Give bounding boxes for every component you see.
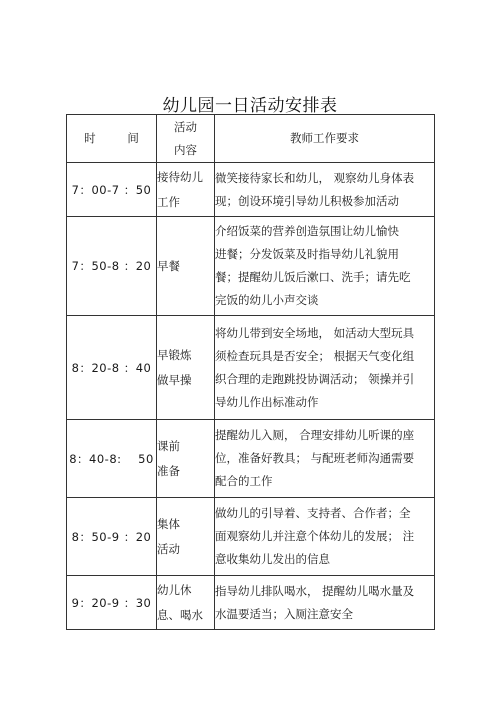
requirement-line: 指导幼儿排队喝水， 提醒幼儿喝水量及	[215, 583, 415, 598]
row-requirements	[215, 163, 435, 217]
requirement-line: 水温要适当；入厕注意安全	[215, 606, 353, 621]
table-row	[67, 316, 435, 420]
requirement-line: 提醒幼儿入厕， 合理安排幼儿听课的座	[215, 428, 415, 442]
row-requirements	[215, 498, 435, 576]
row-requirements	[215, 217, 435, 316]
row-time: 9：20-9 ：30	[67, 576, 157, 630]
row-time: 7：00-7 ：50	[67, 163, 157, 217]
table-header-row	[67, 115, 435, 163]
row-time: 8：20-8 ：40	[67, 316, 157, 420]
header-activity-line1: 活动	[174, 119, 197, 134]
requirement-line: 导幼儿作出标准动作	[215, 394, 319, 409]
row-requirements	[215, 420, 435, 498]
table-row	[67, 420, 435, 498]
requirement-line: 介绍饭菜的营养创造氛围让幼儿愉快	[215, 224, 399, 238]
row-requirements	[215, 316, 435, 420]
requirement-line: 意收集幼儿发出的信息	[215, 552, 330, 566]
row-activity: 接待幼儿 工作	[157, 163, 215, 217]
requirement-line: 面观察幼儿并注意个体幼儿的发展； 注	[215, 529, 415, 543]
row-activity: 早餐	[157, 217, 215, 316]
row-time: 8：50-9 ：20	[67, 498, 157, 576]
requirement-line: 微笑接待家长和幼儿， 观察幼儿身体表	[215, 170, 415, 185]
page-title: 幼儿园一日活动安排表	[162, 96, 338, 116]
header-requirements: 教师工作要求	[215, 115, 435, 163]
row-activity: 幼儿休 息、喝水	[157, 576, 215, 630]
row-requirements	[215, 576, 435, 630]
row-activity: 集体 活动	[157, 498, 215, 576]
requirement-line: 织合理的走跑跳投协调活动； 领操并引	[215, 371, 415, 386]
requirement-line: 现；创设环境引导幼儿积极参加活动	[215, 193, 399, 208]
requirement-line: 位，准备好教具； 与配班老师沟通需要	[215, 451, 415, 465]
requirement-line: 餐；提醒幼儿饭后漱口、洗手；请先吃	[215, 270, 411, 284]
row-time: 8：40-8: 50	[67, 420, 157, 498]
table-row	[67, 576, 435, 630]
row-activity: 课前 准备	[157, 420, 215, 498]
requirement-line: 做幼儿的引导着、支持者、合作者；全	[215, 506, 411, 520]
row-activity: 早锻炼 做早操	[157, 316, 215, 420]
table-row	[67, 217, 435, 316]
schedule-table	[66, 114, 435, 630]
header-activity	[157, 115, 215, 163]
requirement-line: 进餐；分发饭菜及时指导幼儿礼貌用	[215, 247, 399, 261]
requirement-line: 完饭的幼儿小声交谈	[215, 293, 319, 307]
table-row	[67, 498, 435, 576]
requirement-line: 须检查玩具是否安全； 根据天气变化组	[215, 348, 415, 363]
requirement-line: 将幼儿带到安全场地， 如活动大型玩具	[215, 325, 415, 340]
requirement-line: 配合的工作	[215, 474, 273, 488]
table-row	[67, 163, 435, 217]
header-activity-line2: 内容	[174, 142, 197, 157]
header-time: 时 间	[67, 115, 157, 163]
row-time: 7：50-8 ：20	[67, 217, 157, 316]
